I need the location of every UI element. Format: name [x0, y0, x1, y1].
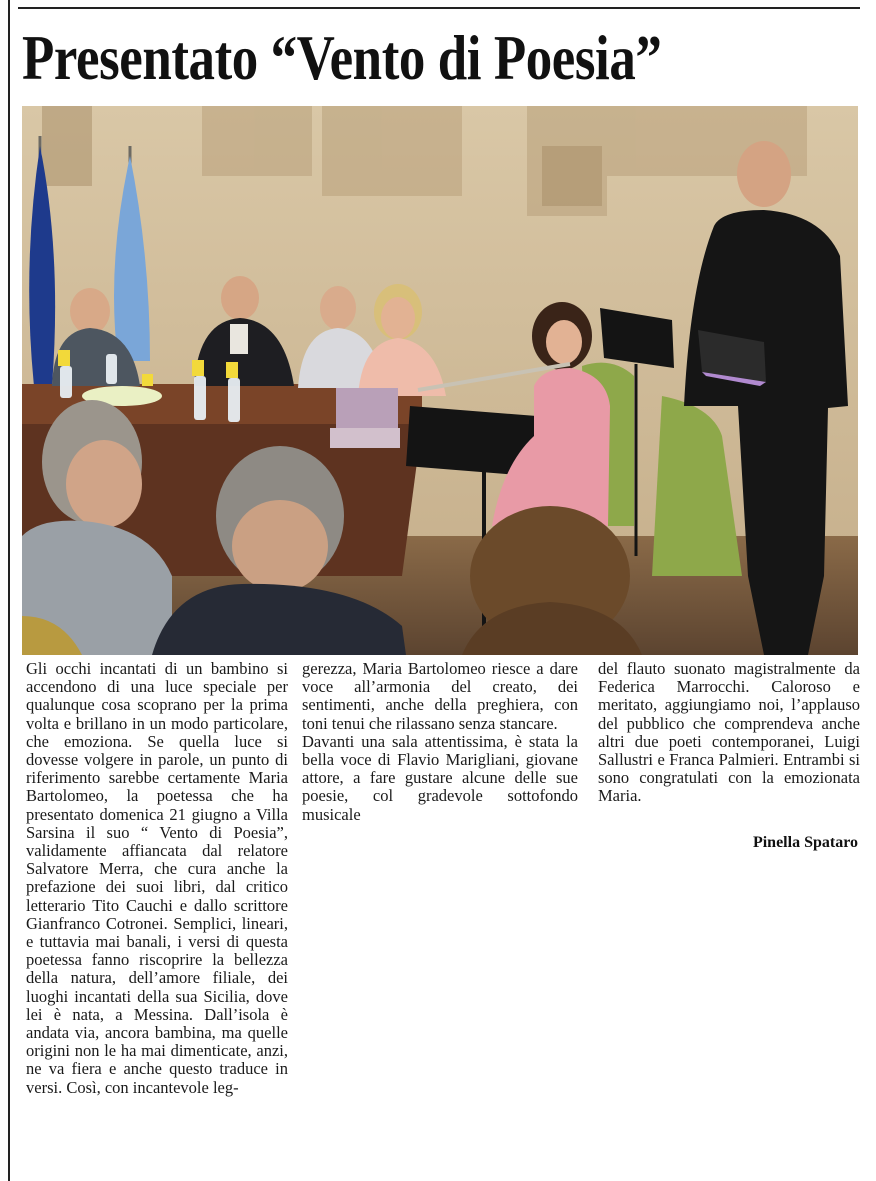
- column-1-text: Gli occhi incantati di un bambino si accendono di una luce speciale per qualunque cosa scoprano per la prima volta e brillano in un modo particolare, che emoziona. Se quella luce si dovesse volgere in parole, un punto di riferimento sarebbe certamente Maria Bartolomeo, la poetessa che ha presentato domenica 21 giugno a Villa Sarsina il suo “ Vento di Poesia”, validamente affiancata dal relatore Salvatore Merra, che cura anche la prefazione dei suoi libri, dal critico letterario Tito Cauchi e dallo scrittore Gianfranco Cotronei. Semplici, lineari, e tuttavia mai banali, i versi di questa poetessa fanno riscoprire la bellezza della natura, dell’amore filiale, dei luoghi incantati della sua Sicilia, dove lei è nata, a Messina. Dall’isola è andata via, ancora bambina, ma quelle origini non le ha mai dimenticate, anzi, ne va fiera e anche questo traduce in versi. Così, con incantevole leg-: [26, 659, 288, 1097]
- author-byline: Pinella Spataro: [752, 834, 858, 851]
- page-edge-rule: [8, 0, 10, 1181]
- article-column-1: [26, 660, 288, 1097]
- top-rule: [18, 7, 860, 9]
- article-headline: Presentato “Vento di Poesia”: [22, 23, 662, 93]
- event-photo: [22, 106, 858, 655]
- article-column-3: [598, 660, 860, 806]
- column-2-paragraph-2: Davanti una sala attentissima, è stata la bella voce di Flavio Marigliani, giovane attore, a fare gustare alcune delle sue poesie, col gradevole sottofondo musicale: [302, 731, 578, 824]
- column-2-paragraph-1: gerezza, Maria Bartolomeo riesce a dare voce all’armonia del creato, dei sentimenti, anche della preghiera, con toni tenui che rilassano senza stancare.: [302, 659, 578, 733]
- article-column-2: [302, 660, 578, 824]
- column-3-text: del flauto suonato magistralmente da Federica Marrocchi. Caloroso e meritato, aggiungiamo noi, l’applauso del pubblico che comprendeva anche altri due poeti contemporanei, Luigi Sallustri e Franca Palmieri. Entrambi si sono congratulati con la emozionata Maria.: [598, 659, 860, 806]
